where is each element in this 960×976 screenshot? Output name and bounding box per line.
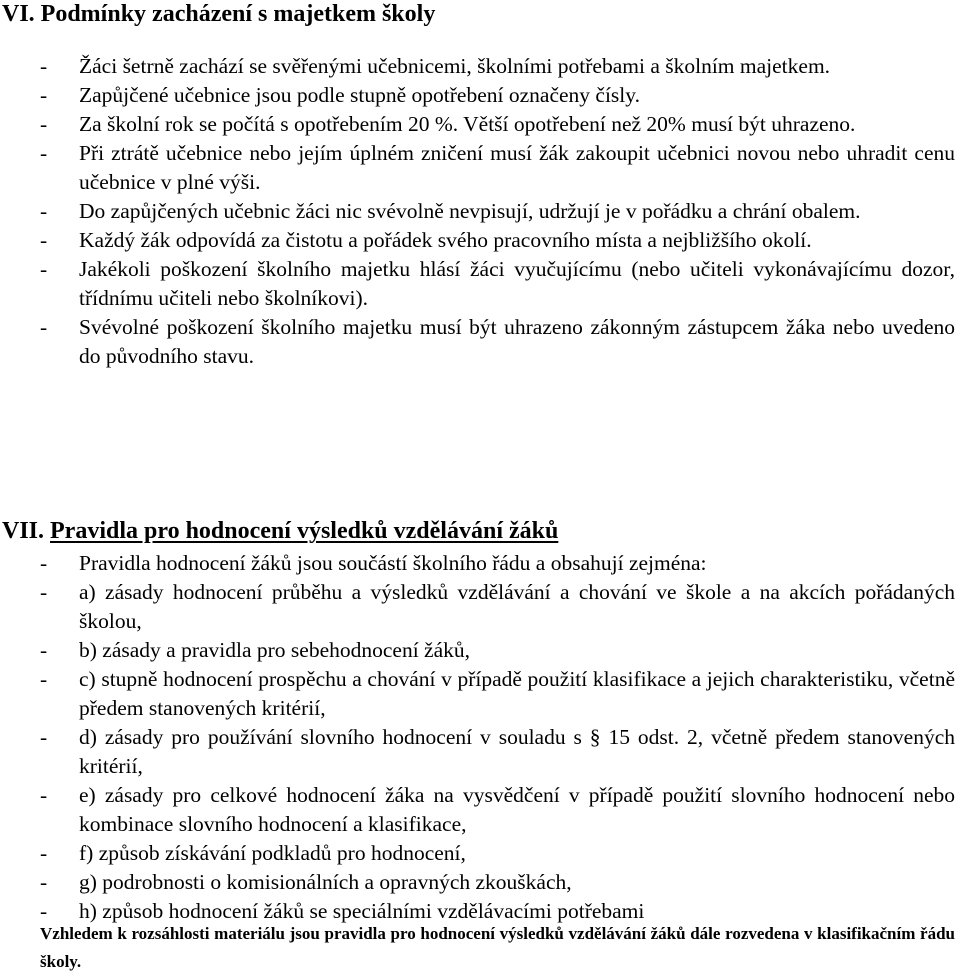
section-6-number: VI.	[2, 1, 35, 27]
list-item	[40, 313, 955, 371]
section-7-list	[40, 549, 955, 926]
section-7-heading	[2, 517, 558, 545]
list-item	[40, 578, 955, 636]
bullet-dash: -	[40, 667, 48, 691]
bullet-dash: -	[40, 899, 48, 923]
bullet-dash: -	[40, 83, 48, 107]
bullet-dash: -	[40, 638, 48, 662]
list-item-text: e) zásady pro celkové hodnocení žáka na vysvědčení v případě použití slovního hodnocení nebo kombinace slovního hodnocení a klasifikace,	[79, 783, 955, 836]
list-item-text: b) zásady a pravidla pro sebehodnocení žáků,	[79, 638, 471, 662]
list-item-text: Každý žák odpovídá za čistotu a pořádek svého pracovního místa a nejbližšího okolí.	[79, 228, 812, 252]
bullet-dash: -	[40, 112, 48, 136]
list-item	[40, 665, 955, 723]
list-item-text: Žáci šetrně zachází se svěřenými učebnicemi, školními potřebami a školním majetkem.	[79, 54, 831, 78]
list-item-text: c) stupně hodnocení prospěchu a chování v případě použití klasifikace a jejich charakteristiku, včetně předem stanovených kritérií,	[79, 667, 955, 720]
list-item	[40, 723, 955, 781]
list-item-text: Při ztrátě učebnice nebo jejím úplném zničení musí žák zakoupit učebnici novou nebo uhradit cenu učebnice v plné výši.	[79, 141, 955, 194]
list-item-text: Jakékoli poškození školního majetku hlásí žáci vyučujícímu (nebo učiteli vykonávajícímu dozor, třídnímu učiteli nebo školníkovi).	[79, 257, 955, 310]
list-item	[40, 839, 955, 868]
bullet-dash: -	[40, 580, 48, 604]
section-6-list	[40, 52, 955, 371]
footnote-text: Vzhledem k rozsáhlosti materiálu jsou pravidla pro hodnocení výsledků vzdělávání žáků dále rozvedena v klasifikačním řádu školy.	[40, 924, 955, 971]
list-item	[40, 255, 955, 313]
bullet-dash: -	[40, 257, 48, 281]
list-item	[40, 549, 955, 578]
list-item-text: Zapůjčené učebnice jsou podle stupně opotřebení označeny čísly.	[79, 83, 640, 107]
bullet-dash: -	[40, 141, 48, 165]
bullet-dash: -	[40, 315, 48, 339]
section-6-title: Podmínky zacházení s majetkem školy	[40, 1, 436, 27]
bullet-dash: -	[40, 783, 48, 807]
list-item	[40, 868, 955, 897]
bullet-dash: -	[40, 870, 48, 894]
list-item-text: d) zásady pro používání slovního hodnocení v souladu s § 15 odst. 2, včetně předem stanovených kritérií,	[79, 725, 955, 778]
bullet-dash: -	[40, 841, 48, 865]
list-item-text: Svévolné poškození školního majetku musí být uhrazeno zákonným zástupcem žáka nebo uvedeno do původního stavu.	[79, 315, 955, 368]
list-item	[40, 636, 955, 665]
list-item-text: Pravidla hodnocení žáků jsou součástí školního řádu a obsahují zejména:	[79, 551, 707, 575]
list-item	[40, 226, 955, 255]
list-item-text: f) způsob získávání podkladů pro hodnocení,	[79, 841, 466, 865]
list-item	[40, 52, 955, 81]
list-item-text: Za školní rok se počítá s opotřebením 20 %. Větší opotřebení než 20% musí být uhrazeno.	[79, 112, 856, 136]
section-6-heading	[2, 0, 435, 28]
bullet-dash: -	[40, 54, 48, 78]
list-item	[40, 139, 955, 197]
list-item	[40, 781, 955, 839]
section-7-number: VII.	[2, 518, 45, 544]
list-item	[40, 81, 955, 110]
bullet-dash: -	[40, 725, 48, 749]
list-item	[40, 110, 955, 139]
list-item-text: g) podrobnosti o komisionálních a opravných zkouškách,	[79, 870, 572, 894]
list-item	[40, 197, 955, 226]
list-item-text: Do zapůjčených učebnic žáci nic svévolně nevpisují, udržují je v pořádku a chrání obalem.	[79, 199, 861, 223]
list-item-text: h) způsob hodnocení žáků se speciálními vzdělávacími potřebami	[79, 899, 645, 923]
bullet-dash: -	[40, 551, 48, 575]
section-7-title: Pravidla pro hodnocení výsledků vzdělávání žáků	[50, 518, 559, 544]
list-item-text: a) zásady hodnocení průběhu a výsledků vzdělávání a chování ve škole a na akcích pořádaných školou,	[79, 580, 955, 633]
bullet-dash: -	[40, 199, 48, 223]
bullet-dash: -	[40, 228, 48, 252]
